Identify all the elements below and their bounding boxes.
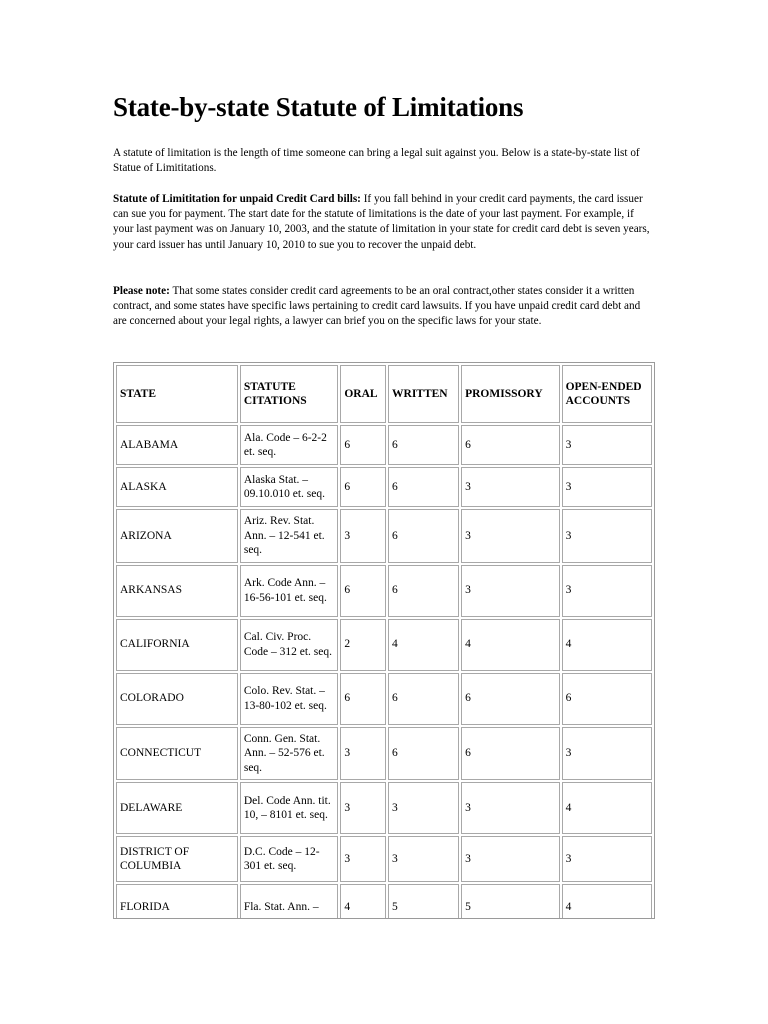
cell-oral: 2 (340, 619, 386, 671)
cell-promissory: 3 (461, 782, 559, 834)
table-row (116, 565, 652, 617)
credit-card-text: If you fall behind in your credit card payments, the card issuer can sue you for payment. The start date for the statute of limitations is the date of your last payment. For example, if your last payment was on January 10, 2003, and the statute of limitation in your state for credit card debt is seven years, your card issuer has until January 10, 2010 to sue you to recover the unpaid debt. (113, 193, 650, 251)
table-header-row (116, 365, 652, 423)
table-row (116, 619, 652, 671)
note-label: Please note: (113, 285, 170, 297)
cell-promissory: 5 (461, 884, 559, 919)
cell-oral: 4 (340, 884, 386, 919)
cell-written: 6 (388, 673, 459, 725)
cell-promissory: 3 (461, 565, 559, 617)
header-promissory: PROMISSORY (461, 365, 559, 423)
cell-state: ALASKA (116, 467, 238, 507)
intro-paragraph: A statute of limitation is the length of time someone can bring a legal suit against you. Below is a state-by-state list of Statue of Limititations. (113, 147, 640, 175)
cell-citation: Fla. Stat. Ann. – (240, 884, 338, 919)
cell-state: CONNECTICUT (116, 727, 238, 781)
credit-card-paragraph (113, 192, 653, 253)
table-row (116, 884, 652, 919)
cell-written: 5 (388, 884, 459, 919)
table-row (116, 836, 652, 882)
cell-state: DELAWARE (116, 782, 238, 834)
credit-card-label: Statute of Limititation for unpaid Credit Card bills: (113, 193, 361, 205)
page-title: State-by-state Statute of Limitations (113, 92, 524, 122)
cell-promissory: 4 (461, 619, 559, 671)
cell-promissory: 6 (461, 673, 559, 725)
table-row (116, 467, 652, 507)
cell-written: 6 (388, 509, 459, 563)
cell-citation: Alaska Stat. – 09.10.010 et. seq. (240, 467, 338, 507)
cell-promissory: 6 (461, 425, 559, 465)
cell-oral: 3 (340, 509, 386, 563)
cell-open-ended: 3 (562, 836, 652, 882)
note-text: That some states consider credit card agreements to be an oral contract,other states consider it a written contract, and some states have specific laws pertaining to credit card lawsuits. If you have unpaid credit card debt and are concerned about your legal rights, a lawyer can brief you on the specific laws for your state. (113, 285, 641, 328)
cell-state: FLORIDA (116, 884, 238, 919)
cell-open-ended: 3 (562, 509, 652, 563)
cell-promissory: 3 (461, 836, 559, 882)
cell-oral: 6 (340, 467, 386, 507)
cell-citation: Del. Code Ann. tit. 10, – 8101 et. seq. (240, 782, 338, 834)
cell-open-ended: 4 (562, 619, 652, 671)
cell-open-ended: 3 (562, 425, 652, 465)
cell-open-ended: 3 (562, 727, 652, 781)
cell-open-ended: 4 (562, 782, 652, 834)
cell-state: ALABAMA (116, 425, 238, 465)
cell-citation: Ariz. Rev. Stat. Ann. – 12-541 et. seq. (240, 509, 338, 563)
cell-oral: 6 (340, 673, 386, 725)
cell-oral: 3 (340, 782, 386, 834)
cell-citation: D.C. Code – 12-301 et. seq. (240, 836, 338, 882)
cell-state: ARKANSAS (116, 565, 238, 617)
statute-table-container (113, 362, 655, 919)
cell-state: DISTRICT OF COLUMBIA (116, 836, 238, 882)
cell-state: CALIFORNIA (116, 619, 238, 671)
cell-oral: 6 (340, 565, 386, 617)
header-statute-citations: STATUTE CITATIONS (240, 365, 338, 423)
cell-citation: Conn. Gen. Stat. Ann. – 52-576 et. seq. (240, 727, 338, 781)
cell-written: 6 (388, 727, 459, 781)
table-row (116, 782, 652, 834)
table-row (116, 727, 652, 781)
table-row (116, 509, 652, 563)
cell-open-ended: 6 (562, 673, 652, 725)
cell-promissory: 3 (461, 467, 559, 507)
cell-state: ARIZONA (116, 509, 238, 563)
cell-written: 6 (388, 565, 459, 617)
header-oral: ORAL (340, 365, 386, 423)
header-state: STATE (116, 365, 238, 423)
cell-oral: 3 (340, 727, 386, 781)
cell-citation: Ala. Code – 6-2-2 et. seq. (240, 425, 338, 465)
cell-promissory: 3 (461, 509, 559, 563)
cell-written: 3 (388, 836, 459, 882)
cell-written: 6 (388, 425, 459, 465)
note-paragraph (113, 284, 653, 330)
cell-state: COLORADO (116, 673, 238, 725)
cell-oral: 6 (340, 425, 386, 465)
cell-written: 6 (388, 467, 459, 507)
cell-citation: Ark. Code Ann. – 16-56-101 et. seq. (240, 565, 338, 617)
cell-open-ended: 4 (562, 884, 652, 919)
cell-open-ended: 3 (562, 467, 652, 507)
cell-citation: Cal. Civ. Proc. Code – 312 et. seq. (240, 619, 338, 671)
header-written: WRITTEN (388, 365, 459, 423)
table-row (116, 673, 652, 725)
cell-oral: 3 (340, 836, 386, 882)
cell-open-ended: 3 (562, 565, 652, 617)
statute-table (114, 363, 654, 919)
header-open-ended-accounts: OPEN-ENDED ACCOUNTS (562, 365, 652, 423)
cell-written: 3 (388, 782, 459, 834)
table-row (116, 425, 652, 465)
cell-written: 4 (388, 619, 459, 671)
cell-citation: Colo. Rev. Stat. – 13-80-102 et. seq. (240, 673, 338, 725)
cell-promissory: 6 (461, 727, 559, 781)
